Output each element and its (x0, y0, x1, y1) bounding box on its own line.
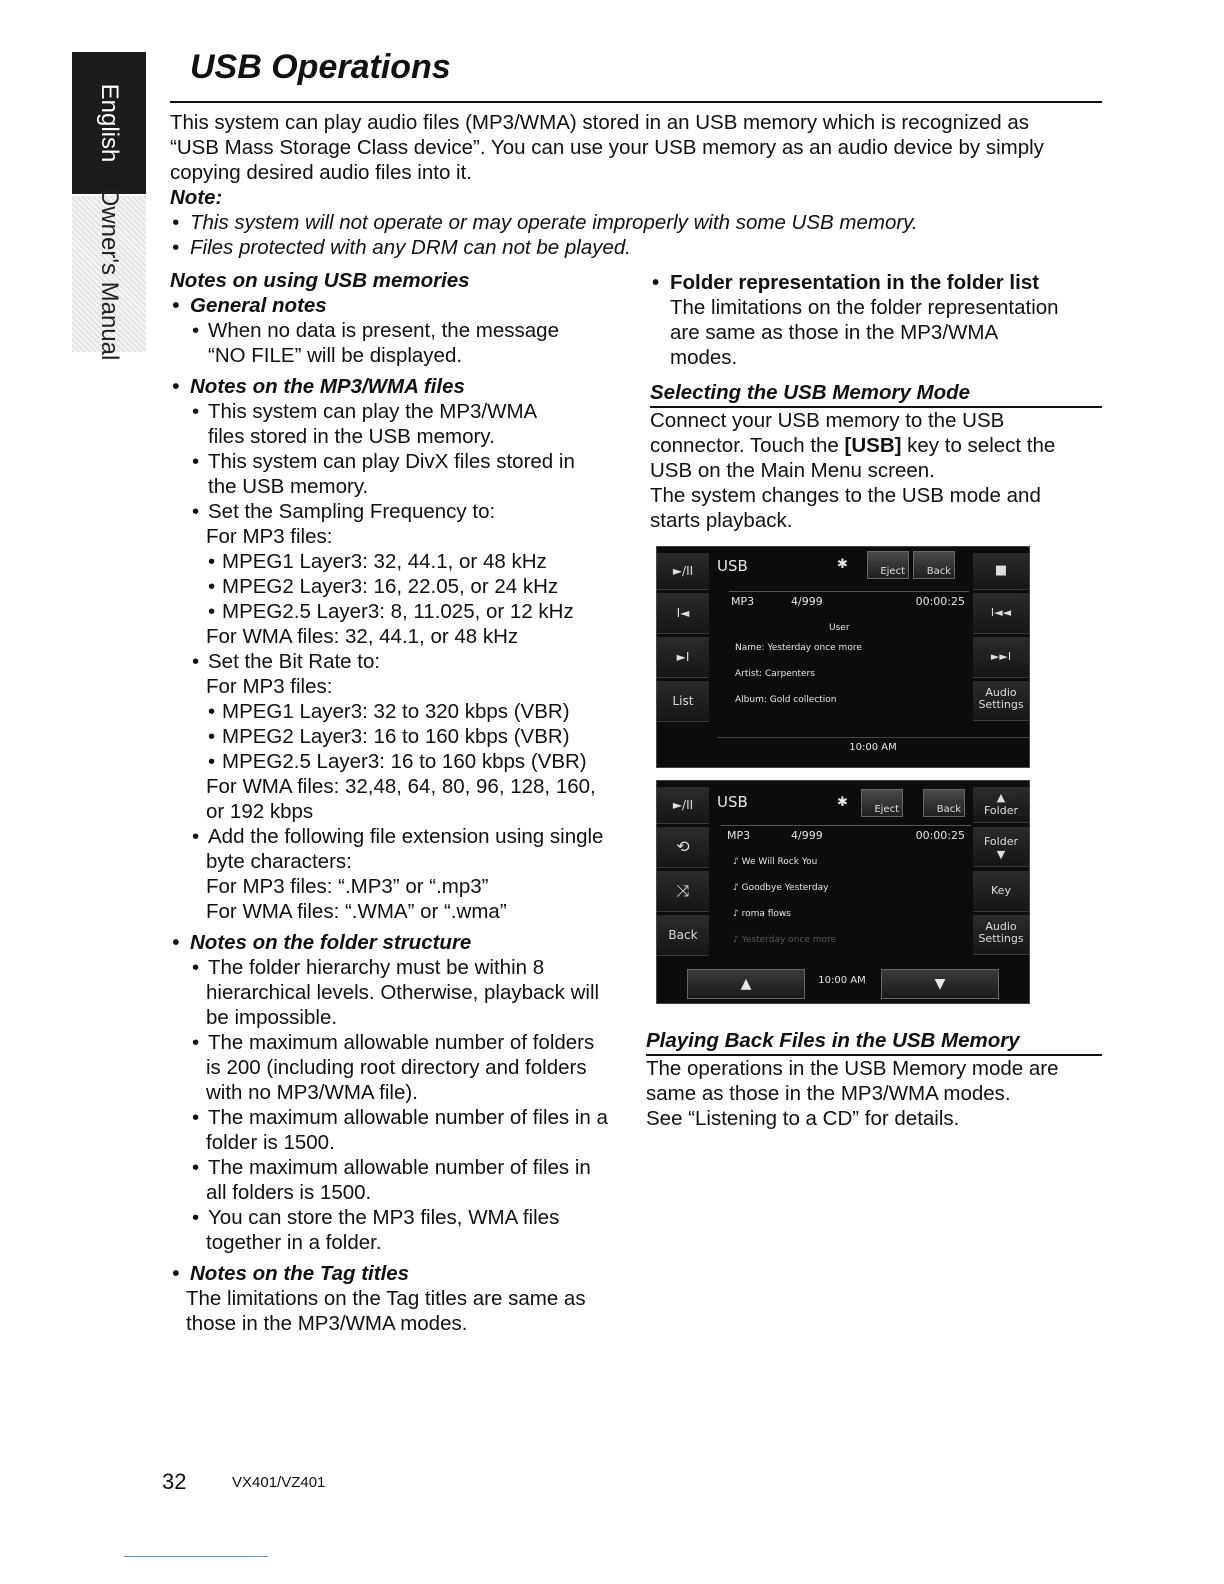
section-heading-playback: Playing Back Files in the USB Memory (646, 1028, 1102, 1056)
up-arrow-icon: ▲ (996, 791, 1006, 804)
sub-list-item: • MPEG2.5 Layer3: 8, 11.025, or 12 kHz (170, 599, 630, 624)
note-label: Note: (170, 186, 223, 209)
folder-up-label: Folder (984, 804, 1018, 817)
list-item-cont: For WMA files: 32,48, 64, 80, 96, 128, 160, (206, 775, 596, 798)
paragraph: modes. (670, 346, 738, 369)
list-item-cont: files stored in the USB memory. (208, 425, 495, 448)
list-item-cont: is 200 (including root directory and folders (206, 1056, 587, 1079)
list-item[interactable]: ♪ Yesterday once more (733, 935, 837, 945)
list-item-label: Yesterday once more (741, 935, 837, 945)
back-button-top[interactable]: Back (923, 789, 965, 817)
track-info-bar (729, 591, 969, 610)
tag-artist: Artist: Carpenters (735, 669, 815, 679)
list-item: • You can store the MP3 files, WMA files (170, 1205, 630, 1230)
subheading-mp3wma: • Notes on the MP3/WMA files (170, 374, 630, 399)
note-item: • This system will not operate or may operate improperly with some USB memory. (170, 210, 1105, 235)
list-item-label: We Will Rock You (741, 857, 818, 867)
list-item-cont: For WMA files: “.WMA” or “.wma” (206, 900, 507, 923)
folder-up-button[interactable] (973, 787, 1029, 823)
down-arrow-icon: ▼ (996, 848, 1006, 861)
paragraph: The limitations on the Tag titles are same as (186, 1287, 586, 1310)
repeat-icon[interactable]: ⟲ (657, 827, 709, 868)
source-label: USB (717, 557, 748, 575)
list-item: • Add the following file extension using single (170, 824, 630, 849)
list-item-cont: the USB memory. (208, 475, 369, 498)
tag-album: Album: Gold collection (735, 695, 837, 705)
sub-list-item: • MPEG2 Layer3: 16 to 160 kbps (VBR) (170, 724, 630, 749)
model-number: VX401/VZ401 (232, 1474, 326, 1491)
playback-section (646, 1024, 1102, 1131)
audio-settings-button[interactable] (973, 915, 1029, 955)
skip-back-button[interactable]: I◄◄ (973, 593, 1029, 634)
left-column (170, 268, 630, 1336)
section-heading: Notes on using USB memories (170, 269, 470, 292)
paragraph: The operations in the USB Memory mode are (646, 1057, 1059, 1080)
list-item: • Set the Bit Rate to: (170, 649, 630, 674)
subheading-folder-rep: • Folder representation in the folder list (650, 270, 1102, 295)
skip-forward-button[interactable]: ►►I (973, 637, 1029, 678)
paragraph: USB on the Main Menu screen. (650, 459, 935, 482)
source-label: USB (717, 793, 748, 811)
scroll-up-button[interactable]: ▲ (687, 969, 805, 999)
page-number: 32 (162, 1469, 187, 1494)
eject-button[interactable]: Eject (861, 789, 903, 817)
scroll-down-button[interactable]: ▼ (881, 969, 999, 999)
list-button[interactable]: List (657, 681, 709, 722)
intro-line: “USB Mass Storage Class device”. You can use your USB memory as an audio device by simply (170, 136, 1044, 159)
list-item-cont: byte characters: (206, 850, 352, 873)
list-item-cont: be impossible. (206, 1006, 338, 1029)
paragraph: same as those in the MP3/WMA modes. (646, 1082, 1011, 1105)
tag-header: User (829, 623, 850, 633)
format-label: MP3 (727, 829, 751, 842)
subheading-folder: • Notes on the folder structure (170, 930, 630, 955)
key-button[interactable]: Key (973, 871, 1029, 912)
list-item-cont: hierarchical levels. Otherwise, playback will (206, 981, 600, 1004)
list-item[interactable]: ♪ We Will Rock You (733, 857, 818, 867)
section-heading-select: Selecting the USB Memory Mode (650, 380, 1102, 408)
list-item[interactable]: ♪ roma flows (733, 909, 791, 919)
bluetooth-icon: ✱ (837, 557, 848, 572)
list-item-cont: “NO FILE” will be displayed. (208, 344, 463, 367)
folder-down-button[interactable] (973, 827, 1029, 867)
list-item-cont: with no MP3/WMA file). (206, 1081, 418, 1104)
list-item-cont: together in a folder. (206, 1231, 382, 1254)
back-button[interactable]: Back (657, 915, 709, 956)
list-item-cont: For WMA files: 32, 44.1, or 48 kHz (206, 625, 519, 648)
intro-section (170, 110, 1105, 260)
usb-key-label: [USB] (844, 434, 902, 457)
settings-label: Settings (978, 698, 1024, 711)
list-item-cont: For MP3 files: (206, 675, 333, 698)
list-item-label: roma flows (741, 909, 791, 919)
clock: 10:00 AM (818, 975, 866, 986)
list-item: • When no data is present, the message (170, 318, 630, 343)
bluetooth-icon: ✱ (837, 795, 848, 810)
prev-track-button[interactable]: I◄ (657, 593, 709, 634)
elapsed-time: 00:00:25 (915, 595, 965, 608)
clock: 10:00 AM (717, 737, 1029, 753)
paragraph: are same as those in the MP3/WMA (670, 321, 999, 344)
format-label: MP3 (731, 595, 755, 608)
list-item: • The folder hierarchy must be within 8 (170, 955, 630, 980)
paragraph: The limitations on the folder representation (670, 296, 1059, 319)
text-run: connector. Touch the (650, 434, 845, 457)
audio-label: Audio (985, 920, 1017, 933)
next-track-button[interactable]: ►I (657, 637, 709, 678)
audio-label: Audio (985, 686, 1017, 699)
side-tab-language: English (96, 83, 123, 163)
track-counter: 4/999 (791, 595, 823, 608)
shuffle-icon[interactable]: ⤨ (657, 871, 709, 912)
back-button[interactable]: Back (913, 551, 955, 579)
side-tab-manual-label: Owner's Manual (96, 187, 123, 361)
list-item-cont: all folders is 1500. (206, 1181, 372, 1204)
paragraph (650, 433, 1102, 458)
side-tab-manual (72, 187, 146, 361)
subheading-general: • General notes (170, 293, 630, 318)
stop-button[interactable]: ■ (973, 553, 1029, 590)
paragraph: Connect your USB memory to the USB (650, 409, 1005, 432)
list-item-label: Goodbye Yesterday (741, 883, 829, 893)
usb-list-screen (656, 780, 1030, 1004)
play-pause-button[interactable]: ►/II (657, 553, 709, 590)
text-run: key to select the (901, 434, 1056, 457)
settings-label: Settings (978, 932, 1024, 945)
play-pause-button[interactable]: ►/II (657, 787, 709, 824)
list-item-cont: For MP3 files: (206, 525, 333, 548)
list-item-cont: folder is 1500. (206, 1131, 335, 1154)
track-counter: 4/999 (791, 829, 823, 842)
paragraph: The system changes to the USB mode and (650, 484, 1041, 507)
paragraph: See “Listening to a CD” for details. (646, 1107, 960, 1130)
sub-list-item: • MPEG2 Layer3: 16, 22.05, or 24 kHz (170, 574, 630, 599)
elapsed-time: 00:00:25 (915, 829, 965, 842)
sub-list-item: • MPEG1 Layer3: 32 to 320 kbps (VBR) (170, 699, 630, 724)
note-item: • Files protected with any DRM can not be played. (170, 235, 1105, 260)
usb-playback-screen (656, 546, 1030, 768)
sub-list-item: • MPEG2.5 Layer3: 16 to 160 kbps (VBR) (170, 749, 630, 774)
tag-name: Name: Yesterday once more (735, 643, 862, 653)
list-item: • The maximum allowable number of files in a (170, 1105, 630, 1130)
page-title: USB Operations (190, 48, 451, 86)
audio-settings-button[interactable] (973, 681, 1029, 721)
list-item: • This system can play DivX files stored in (170, 449, 630, 474)
right-column (650, 270, 1102, 533)
eject-button[interactable]: Eject (867, 551, 909, 579)
list-item: • The maximum allowable number of files in (170, 1155, 630, 1180)
list-item: • Set the Sampling Frequency to: (170, 499, 630, 524)
track-info-bar (721, 825, 971, 844)
subheading-tag: • Notes on the Tag titles (170, 1261, 630, 1286)
list-item[interactable]: ♪ Goodbye Yesterday (733, 883, 829, 893)
title-rule (170, 101, 1102, 103)
paragraph: starts playback. (650, 509, 793, 532)
list-item-cont: For MP3 files: “.MP3” or “.mp3” (206, 875, 489, 898)
paragraph: those in the MP3/WMA modes. (186, 1312, 468, 1335)
list-item-cont: or 192 kbps (206, 800, 314, 823)
folder-down-label: Folder (984, 835, 1018, 848)
intro-line: This system can play audio files (MP3/WMA) stored in an USB memory which is recognized as (170, 111, 1030, 134)
side-tab-english (72, 52, 146, 194)
footer-line (124, 1556, 268, 1557)
intro-line: copying desired audio files into it. (170, 161, 472, 184)
list-item: • The maximum allowable number of folders (170, 1030, 630, 1055)
list-item: • This system can play the MP3/WMA (170, 399, 630, 424)
sub-list-item: • MPEG1 Layer3: 32, 44.1, or 48 kHz (170, 549, 630, 574)
